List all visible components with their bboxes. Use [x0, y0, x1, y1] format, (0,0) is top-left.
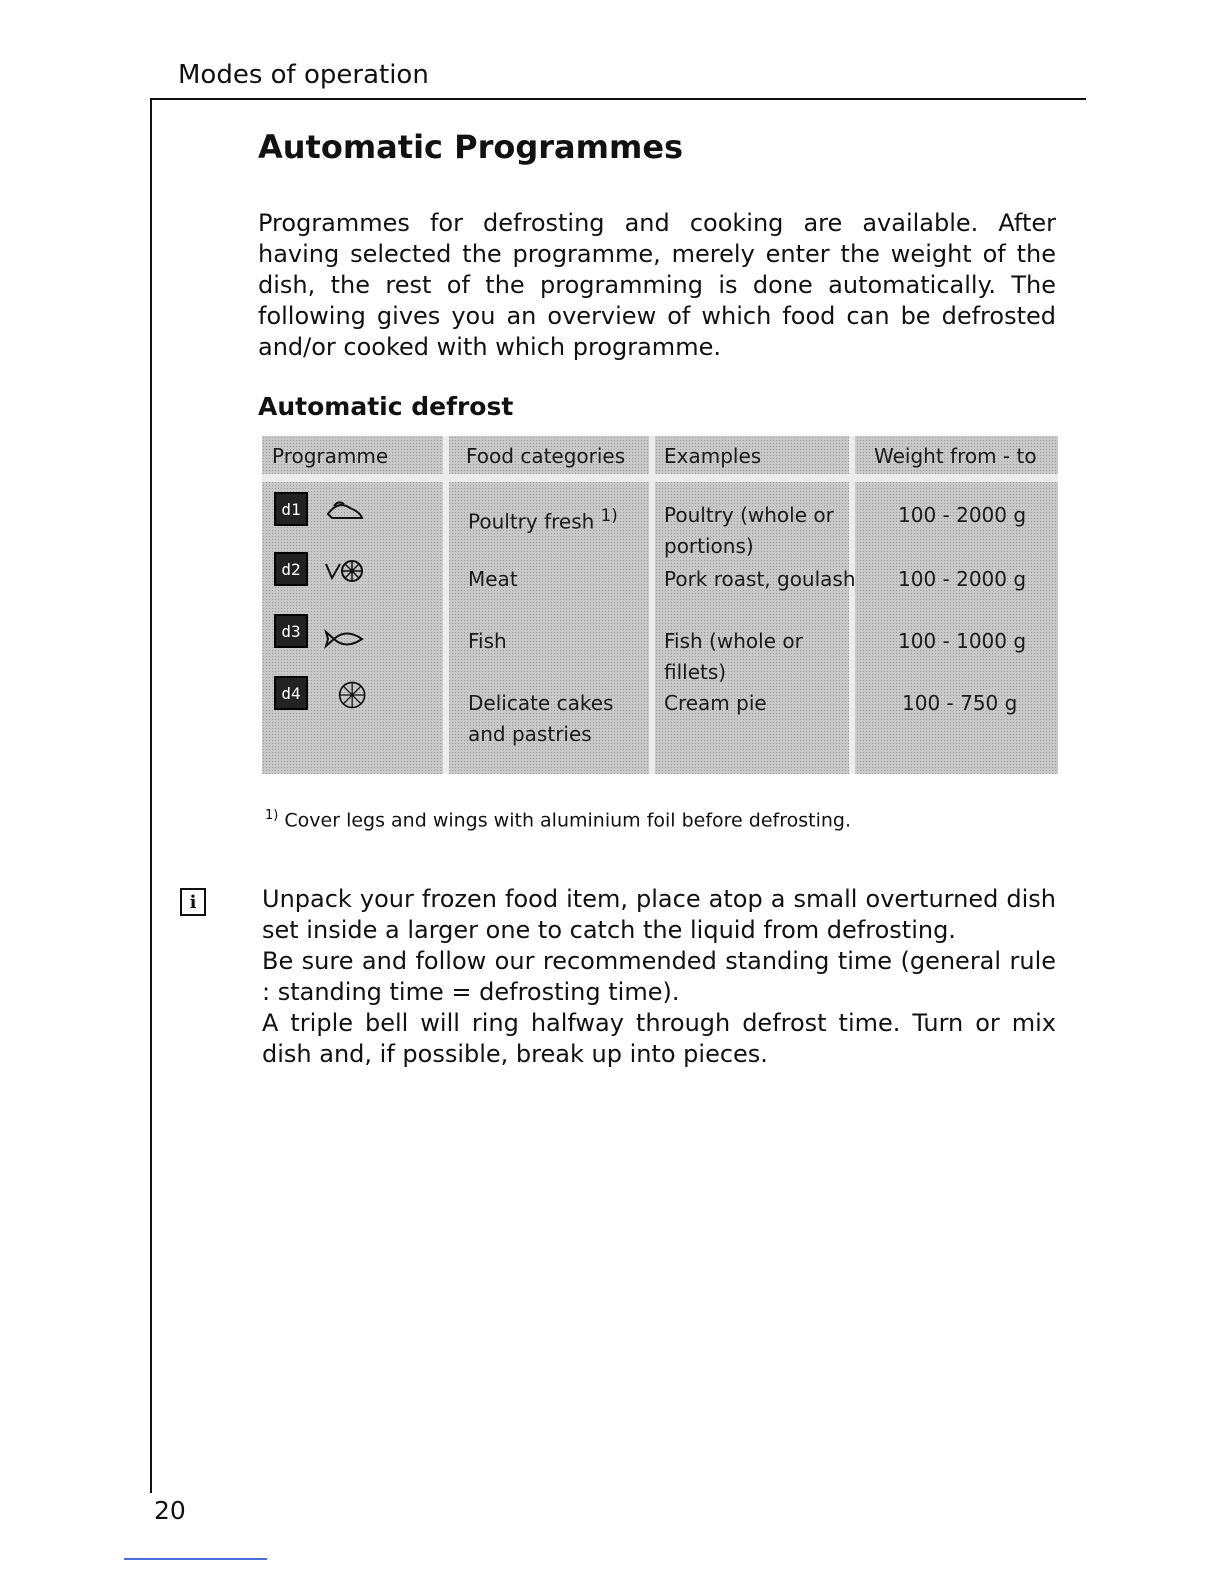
- header-divider: [262, 474, 1058, 482]
- table-cell: Fish: [468, 629, 507, 653]
- margin-rule: [150, 98, 152, 1493]
- info-icon: i: [180, 888, 206, 916]
- table-cell: Meat: [468, 567, 518, 591]
- table-cell: Delicate cakes and pastries: [468, 691, 614, 746]
- header-food-categories: Food categories: [466, 444, 626, 468]
- programme-code-d2: d2: [274, 552, 308, 586]
- header-title: Modes of operation: [178, 60, 429, 90]
- page-number: 20: [154, 1496, 186, 1525]
- programme-code-d4: d4: [274, 676, 308, 710]
- info-paragraph: A triple bell will ring halfway through defrost time. Turn or mix dish and, if possible, break up into pieces.: [262, 1009, 1056, 1068]
- table-cell: 100 - 1000 g: [898, 629, 1027, 653]
- subsection-title: Automatic defrost: [258, 392, 514, 421]
- table-cell: 100 - 2000 g: [898, 567, 1027, 591]
- info-text: [262, 884, 1056, 1070]
- column-divider: [849, 436, 855, 774]
- cake-icon: [332, 680, 374, 710]
- table-cell: 100 - 2000 g: [898, 503, 1027, 527]
- table-cell: Poultry fresh $^{1)}$: [468, 506, 618, 534]
- column-divider: [443, 436, 449, 774]
- defrost-table: [262, 436, 1058, 774]
- bottom-underline: [124, 1558, 267, 1560]
- info-paragraph: Unpack your frozen food item, place atop a small overturned dish set inside a larger one to catch the liquid from defrosting.: [262, 885, 1056, 944]
- header-examples: Examples: [664, 444, 762, 468]
- info-paragraph: Be sure and follow our recommended standing time (general rule : standing time = defrosting time).: [262, 947, 1056, 1006]
- fish-icon: [324, 624, 366, 654]
- header-weight: Weight from - to: [874, 444, 1037, 468]
- table-cell: Poultry (whole or portions): [664, 503, 834, 558]
- header-programme: Programme: [272, 444, 389, 468]
- table-cell: Pork roast, goulash: [664, 567, 856, 591]
- footnote: $^{1)}$ Cover legs and wings with aluminium foil before defrosting.: [265, 808, 852, 832]
- table-cell: Fish (whole or fillets): [664, 629, 803, 684]
- header-rule: [150, 98, 1086, 100]
- intro-paragraph: Programmes for defrosting and cooking are available. After having selected the programme, merely enter the weight of the dish, the rest of the programming is done automatically. The following gives you an overview of which food can be defrosted and/or cooked with which programme.: [258, 209, 1056, 361]
- table-cell: 100 - 750 g: [902, 691, 1018, 715]
- programme-code-d1: d1: [274, 492, 308, 526]
- column-divider: [649, 436, 655, 774]
- section-title: Automatic Programmes: [258, 128, 684, 166]
- poultry-icon: [324, 494, 366, 524]
- meat-icon: [324, 556, 366, 586]
- table-cell: Cream pie: [664, 691, 767, 715]
- programme-code-d3: d3: [274, 614, 308, 648]
